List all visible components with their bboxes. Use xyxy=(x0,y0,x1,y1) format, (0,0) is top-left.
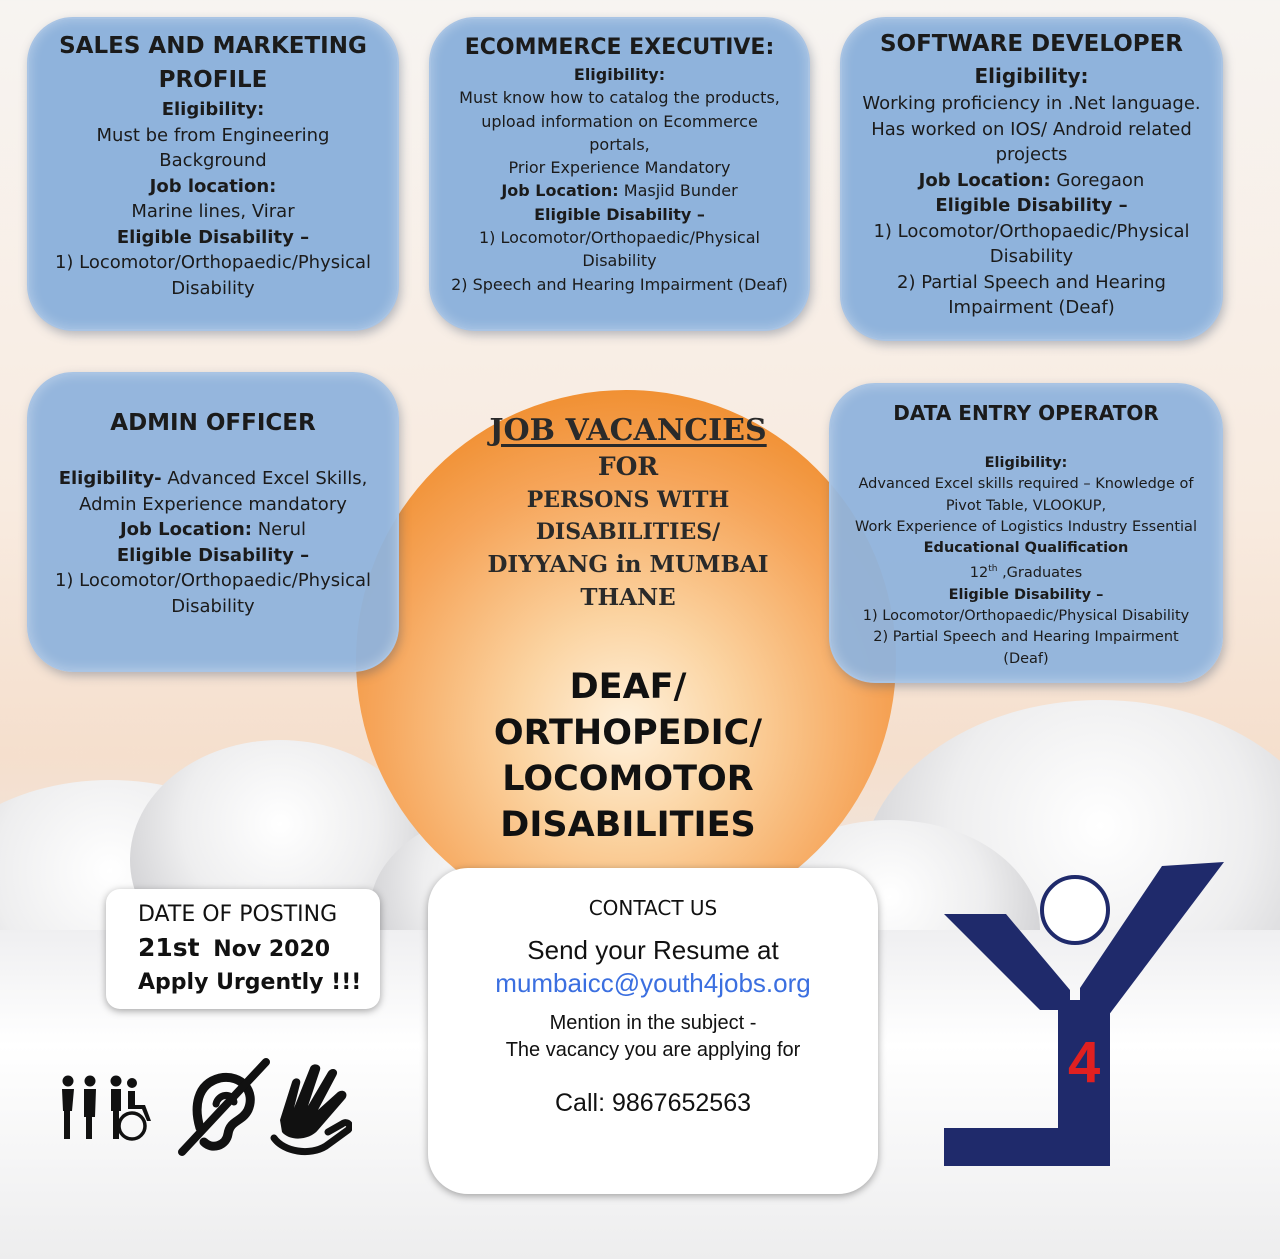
eligibility-text: Admin Experience mandatory xyxy=(79,493,347,515)
card-title: DATA ENTRY OPERATOR xyxy=(893,401,1159,425)
eligibility-text: upload information on Ecommerce xyxy=(481,111,758,131)
disability-type: DISABILITIES xyxy=(500,805,756,845)
posting-label: DATE OF POSTING xyxy=(138,902,338,927)
disability-label: Eligible Disability – xyxy=(948,586,1104,603)
headline-text: DISABILITIES/ xyxy=(535,519,721,545)
eligibility-label: Eligibility: xyxy=(984,455,1068,471)
disability-text: Impairment (Deaf) xyxy=(948,297,1115,318)
headline-title: JOB VACANCIES xyxy=(489,413,767,448)
hearing-impaired-icon xyxy=(174,1058,270,1158)
education-text: 12 xyxy=(969,565,989,582)
card-admin-officer xyxy=(27,372,399,672)
disability-text: Disability xyxy=(989,246,1074,267)
disability-type: ORTHOPEDIC/ xyxy=(493,713,763,753)
location-label: Job Location: xyxy=(918,169,1051,191)
sign-language-icon xyxy=(270,1060,352,1156)
location-text: Goregaon xyxy=(1050,169,1145,191)
disability-text: Disability xyxy=(582,251,657,271)
eligibility-text: Background xyxy=(159,150,267,171)
eligibility-text: Work Experience of Logistics Industry Essential xyxy=(855,518,1197,535)
disability-text: 2) Speech and Hearing Impairment (Deaf) xyxy=(451,274,788,294)
contact-box xyxy=(428,868,878,1194)
eligibility-text: Must be from Engineering xyxy=(96,124,330,146)
disability-text: (Deaf) xyxy=(1003,650,1049,667)
mention-text: The vacancy you are applying for xyxy=(505,1039,801,1061)
center-headline xyxy=(440,412,816,614)
posting-month-year: Nov 2020 xyxy=(213,937,331,962)
youth4jobs-logo xyxy=(940,860,1230,1166)
eligibility-text: Advanced Excel Skills, xyxy=(161,468,368,489)
card-title: SOFTWARE DEVELOPER xyxy=(879,31,1184,57)
card-title: SALES AND MARKETING xyxy=(59,33,367,59)
contact-title: CONTACT US xyxy=(588,896,718,920)
disability-label: Eligible Disability – xyxy=(935,195,1128,216)
mention-text: Mention in the subject - xyxy=(549,1012,757,1034)
disability-text: 2) Partial Speech and Hearing Impairment xyxy=(873,629,1179,646)
disability-text: 1) Locomotor/Orthopaedic/Physical xyxy=(479,228,760,248)
location-text: Marine lines, Virar xyxy=(131,201,295,222)
eligibility-text: Prior Experience Mandatory xyxy=(508,158,731,178)
disability-text: 1) Locomotor/Orthopaedic/Physical xyxy=(54,252,372,273)
eligibility-label: Eligibility: xyxy=(573,65,666,84)
eligibility-text: Advanced Excel skills required – Knowledge of xyxy=(858,476,1194,493)
location-label: Job Location: xyxy=(119,519,252,540)
location-label: Job Location: xyxy=(501,181,619,201)
send-resume-text: Send your Resume at xyxy=(527,935,779,965)
disability-text: 1) Locomotor/Orthopaedic/Physical Disability xyxy=(862,607,1190,624)
eligibility-text: projects xyxy=(995,144,1068,165)
eligibility-label: Eligibility: xyxy=(974,64,1089,88)
contact-email-link[interactable]: mumbaicc@youth4jobs.org xyxy=(495,968,811,998)
card-title: ADMIN OFFICER xyxy=(110,410,316,436)
location-label: Job location: xyxy=(149,175,277,197)
eligibility-text: Has worked on IOS/ Android related xyxy=(871,118,1192,140)
eligibility-text: Must know how to catalog the products, xyxy=(459,88,780,108)
eligibility-text: Working proficiency in .Net language. xyxy=(862,93,1201,114)
location-text: Nerul xyxy=(251,519,307,540)
card-title: PROFILE xyxy=(158,67,268,93)
eligibility-label: Eligibility- xyxy=(58,468,162,489)
card-ecommerce-executive xyxy=(429,17,810,331)
people-wheelchair-icon xyxy=(58,1074,154,1142)
disability-label: Eligible Disability – xyxy=(116,226,310,248)
posting-day: 21st xyxy=(138,933,200,962)
disability-text: 1) Locomotor/Orthopaedic/Physical xyxy=(54,570,372,591)
disability-label: Eligible Disability – xyxy=(116,544,310,566)
disability-type: LOCOMOTOR xyxy=(502,759,754,799)
disability-text: 2) Partial Speech and Hearing xyxy=(897,271,1166,293)
logo-four: 4 xyxy=(1068,1030,1101,1095)
call-number: Call: 9867652563 xyxy=(555,1089,751,1117)
disability-text: Disability xyxy=(171,277,255,299)
education-label: Educational Qualification xyxy=(923,540,1129,557)
disability-text: 1) Locomotor/Orthopaedic/Physical xyxy=(873,220,1190,242)
headline-text: PERSONS WITH xyxy=(526,487,730,513)
eligibility-text: Pivot Table, VLOOKUP, xyxy=(945,497,1107,514)
date-of-posting-box xyxy=(106,889,380,1009)
eligibility-text: portals, xyxy=(589,134,650,154)
card-software-developer xyxy=(840,17,1223,341)
disability-type: DEAF/ xyxy=(569,667,687,707)
card-title: ECOMMERCE EXECUTIVE: xyxy=(464,35,775,60)
disability-label: Eligible Disability – xyxy=(534,204,705,224)
card-sales-marketing xyxy=(27,17,399,331)
apply-urgently: Apply Urgently !!! xyxy=(138,970,362,995)
eligibility-label: Eligibility: xyxy=(161,99,265,120)
education-superscript: th xyxy=(988,564,998,575)
card-data-entry-operator xyxy=(829,383,1223,683)
disability-types xyxy=(440,664,816,848)
education-text: ,Graduates xyxy=(997,565,1083,582)
disability-text: Disability xyxy=(171,595,255,617)
headline-text: THANE xyxy=(580,584,676,611)
headline-text: DIYYANG in MUMBAI xyxy=(487,551,769,578)
location-text: Masjid Bunder xyxy=(618,181,738,201)
headline-text: FOR xyxy=(597,452,659,481)
